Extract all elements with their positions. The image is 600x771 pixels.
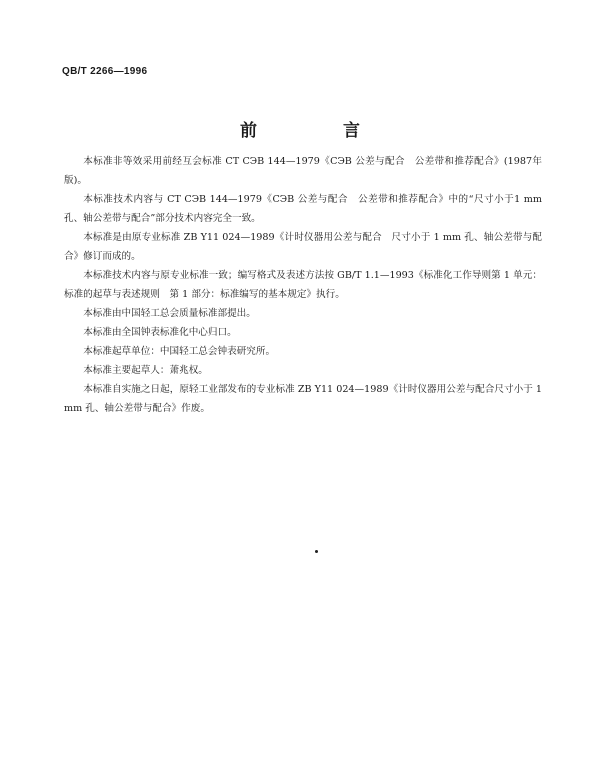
foreword-body — [64, 152, 542, 418]
scan-dot — [315, 550, 318, 553]
page-title: 前 言 — [240, 121, 400, 141]
paragraph-drafter: 本标准主要起草人：萧兆权。 — [83, 365, 208, 376]
paragraph-supersedes: 本标准自实施之日起，原轻工业部发布的专业标准 ZB Y11 024—1989《计时仪器用公差与配合尺寸小于 1 mm 孔、轴公差带与配合》作废。 — [64, 384, 542, 414]
paragraph-proposer: 本标准由中国轻工总会质量标准部提出。 — [83, 308, 256, 319]
paragraph-revision-source: 本标准是由原专业标准 ZB Y11 024—1989《计时仪器用公差与配合 尺寸小于 1 mm 孔、轴公差带与配合》修订而成的。 — [64, 232, 542, 262]
paragraph-technical-content: 本标准技术内容与 CT CЭB 144—1979《CЭB 公差与配合 公差带和推荐配合》中的“尺寸小于1 mm孔、轴公差带与配合”部分技术内容完全一致。 — [64, 194, 542, 224]
standard-code: QB/T 2266—1996 — [62, 66, 148, 77]
paragraph-format: 本标准技术内容与原专业标准一致；编写格式及表述方法按 GB/T 1.1—1993《标准化工作导则第 1 单元：标准的起草与表述规则 第 1 部分：标准编写的基本规定》执行。 — [64, 270, 542, 300]
paragraph-adoption: 本标准非等效采用前经互会标准 CT CЭB 144—1979《CЭB 公差与配合 公差带和推荐配合》(1987年版)。 — [64, 156, 542, 186]
paragraph-centralized: 本标准由全国钟表标准化中心归口。 — [83, 327, 237, 338]
paragraph-drafting-unit: 本标准起草单位：中国轻工总会钟表研究所。 — [83, 346, 276, 357]
